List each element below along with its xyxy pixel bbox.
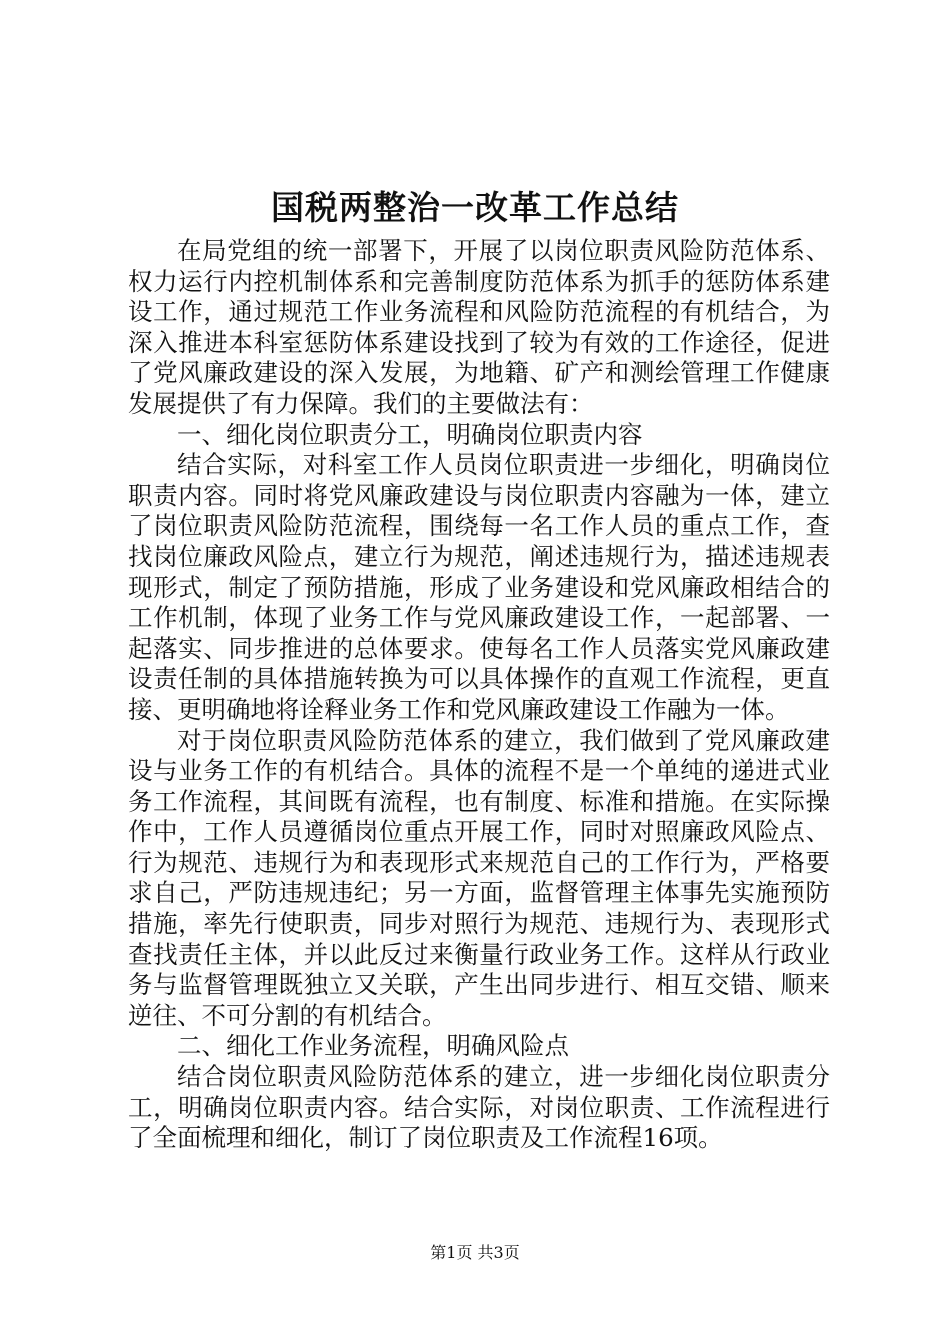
intro-paragraph: 在局党组的统一部署下，开展了以岗位职责风险防范体系、权力运行内控机制体系和完善制度防范体系为抓手的惩防体系建设工作，通过规范工作业务流程和风险防范流程的有机结合，为深入推进本科室惩防体系建设找到了较为有效的工作途径，促进了党风廉政建设的深入发展，为地籍、矿产和测绘管理工作健康发展提供了有力保障。我们的主要做法有： <box>128 236 830 418</box>
body-paragraph: 对于岗位职责风险防范体系的建立，我们做到了党风廉政建设与业务工作的有机结合。具体的流程不是一个单纯的递进式业务工作流程，其间既有流程，也有制度、标准和措施。在实际操作中，工作人员遵循岗位重点开展工作，同时对照廉政风险点、行为规范、违规行为和表现形式来规范自己的工作行为，严格要求自己，严防违规违纪；另一方面，监督管理主体事先实施预防措施，率先行使职责，同步对照行为规范、违规行为、表现形式查找责任主体，并以此反过来衡量行政业务工作。这样从行政业务与监督管理既独立又关联，产生出同步进行、相互交错、顺来逆往、不可分割的有机结合。 <box>128 725 830 1030</box>
body-paragraph: 结合实际，对科室工作人员岗位职责进一步细化，明确岗位职责内容。同时将党风廉政建设与岗位职责内容融为一体，建立了岗位职责风险防范流程，围绕每一名工作人员的重点工作，查找岗位廉政风险点，建立行为规范，阐述违规行为，描述违规表现形式，制定了预防措施，形成了业务建设和党风廉政相结合的工作机制，体现了业务工作与党风廉政建设工作，一起部署、一起落实、同步推进的总体要求。使每名工作人员落实党风廉政建设责任制的具体措施转换为可以具体操作的直观工作流程，更直接、更明确地将诠释业务工作和党风廉政建设工作融为一体。 <box>128 450 830 724</box>
page-footer: 第1页 共3页 <box>430 1243 520 1262</box>
section-heading-1: 一、细化岗位职责分工，明确岗位职责内容 <box>177 419 643 449</box>
document-title: 国税两整治一改革工作总结 <box>271 188 679 227</box>
section-heading-2: 二、细化工作业务流程，明确风险点 <box>177 1031 569 1061</box>
document-body <box>128 236 830 1154</box>
body-paragraph: 结合岗位职责风险防范体系的建立，进一步细化岗位职责分工，明确岗位职责内容。结合实际，对岗位职责、工作流程进行了全面梳理和细化，制订了岗位职责及工作流程16项。 <box>128 1062 830 1153</box>
